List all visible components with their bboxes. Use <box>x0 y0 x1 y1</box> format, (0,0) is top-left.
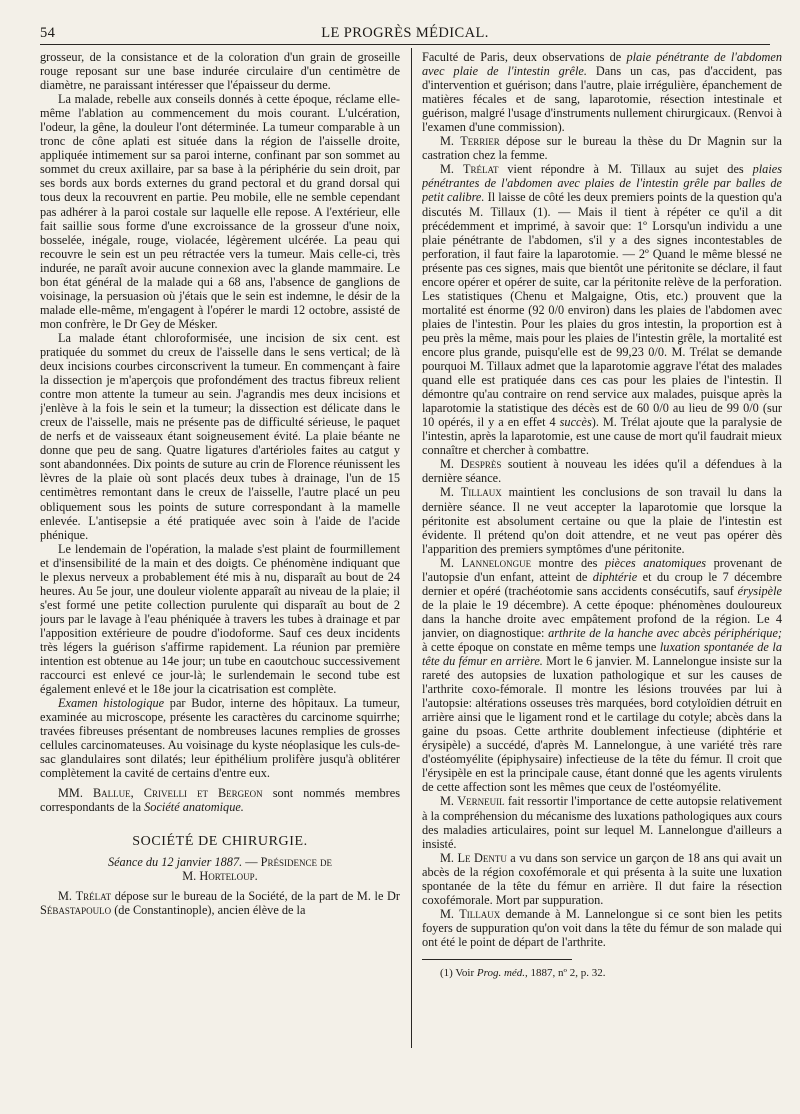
italic-run: Prog. méd. <box>476 967 526 979</box>
speaker-name: Verneuil <box>457 794 505 809</box>
session-date: Séance du 12 janvier 1887. <box>107 854 243 869</box>
text-run: a vu dans son service un garçon de 18 ans qui avait un abcès de la région coxofémorale et qui présenta à la suite une luxation spontanée de la tête du fémur en arrière. Il dut faire la résection coxofémorale. Mort par suppuration. <box>422 850 782 907</box>
text-run: provenant de l'autopsie d'un enfant, atteint de <box>422 555 782 584</box>
speaker-name: Desprès <box>460 457 502 472</box>
text-run: ). M. Trélat ajoute que la paralysie de l'intestin, après la laparotomie, est une cause de mort qu'il faudrait mieux connaître et chercher à combattre. <box>422 415 782 458</box>
text-run: vient répondre à M. Tillaux au sujet des <box>498 162 753 177</box>
speaker-name: Tillaux <box>459 906 501 921</box>
italic-heading: Examen histologique <box>58 696 165 711</box>
text-run: M. <box>440 485 461 500</box>
paragraph <box>422 556 782 795</box>
text-run: M. <box>440 850 458 865</box>
text-run: Il laisse de côté les deux premiers points de la question qu'a discutés M. Tillaux (1). — Mais il tient à répéter ce qu'il a dit précédemment et imprimé, à savoir que: 1º Lorsqu'un individu a une plaie pénétrante de l'abdomen, s'il y a des signes incontestables de perforation, il faut faire la laparotomie. — 2º Quand le même blessé ne présente pas ces signes, mais que bientôt une péritonite se déclare, il faut encore opérer et opérer de suite, car la péritonite relève de la perforation. Les statistiques (Chenu et Malgaigne, Otis, etc.) prouvent que la mortalité est énorme (92 0/0 environ) dans les plaies de l'abdomen avec plaies de l'intestin. Pour les plaies du gros intestin, la proportion est à peu près la même, mais pour les plaies de l'intestin grêle, la mortalité est encore plus grande, puisqu'elle est de 99,23 0/0. M. Trélat se demande pourquoi M. Tillaux admet que la laparotomie aggrave l'état des malades quand elle est pratiquée dans ces cas pour les plaies de l'intestin. Il démontre qu'au contraire on rend service aux malades, puisque après la laparotomie la statistique des décès est de 60 0/0 au lieu de 99 0/0 (sur 10 opérés, il y a en effet 4 <box>422 190 782 430</box>
paragraph: La malade, rebelle aux conseils donnés à cette époque, réclame elle-même l'ablation au commencement du mois courant. L'ulcération, l'odeur, la gêne, la douleur l'ont déterminée. La tumeur comparable à un tronc de cône aplati est située dans la région de l'aisselle droite, appliquée intimement sur sa paroi interne, confinant par son sommet au sommet du creux axillaire, par sa base à la périphérie du sein droit, par ses bords aux bords externes du grand pectoral et du grand dorsal qui tous deux la recouvrent en partie. Peu mobile, elle ne semble cependant pas adhérer à la paroi costale sur laquelle elle repose. A l'extérieur, elle fait saillie sous forme d'une excroissance de la grosseur d'une noix, bosselée, inégale, rouge, violacée, légèrement ulcérée. La peau qui recouvre le sein est un peu rétractée vers la tumeur. Mais celle-ci, très indurée, ne paraît avoir aucune connexion avec la glande mammaire. Le bon état général de la malade qui a 68 ans, l'absence de ganglions de voisinage, la persuasion où j'étais que le sein est indemne, le désir de la malade elle-même, m'engagent à l'opérer le mardi 12 octobre, assisté de mon confrère, le Dr Gey de Mésker. <box>40 92 400 331</box>
footnote <box>422 966 782 980</box>
text-run: M. <box>440 555 462 570</box>
text-run: Faculté de Paris, deux observations de <box>422 50 627 64</box>
paragraph: Le lendemain de l'opération, la malade s'est plaint de fourmillement et d'insensibilité de la main et des doigts. Ce phénomène indiquant que le plexus nerveux a probablement été mis à nu, disparaît au bout de 24 heures. Au 5e jour, une douleur violente apparaît au niveau de la plaie; il s'est formé une petite collection purulente qui disparaît au bout de 2 jours par le lavage à l'eau phéniquée à travers les tubes à drainage et par l'apposition extérieure de poudre d'iodoforme. Sauf ces deux incidents très légers la guérison s'affirme rapidement. La réunion par première intention est obtenue au 14e jour; un tube en caoutchouc successivement raccourci est enlevé ce jour-là; le surlendemain le second tube est également enlevé et le 18e jour la cicatrisation est complète. <box>40 541 400 697</box>
session-president: M. Horteloup. <box>182 868 258 883</box>
presidency-label: Présidence de <box>260 854 333 869</box>
speaker-name: Terrier <box>460 134 500 149</box>
text-run: dépose sur le bureau de la Société, de la part de M. le Dr <box>111 888 400 903</box>
text-run: M. <box>440 134 461 149</box>
paragraph <box>422 794 782 850</box>
footnote-rule <box>422 959 572 960</box>
paragraph <box>422 457 782 485</box>
speaker-name: Lannelongue <box>461 555 532 570</box>
speaker-name: Tillaux <box>460 485 502 500</box>
text-run: et du croup le 7 décembre dernier et opéré (trachéotomie sans accidents consécutifs, sauf <box>422 569 782 598</box>
paragraph <box>422 134 782 162</box>
speaker-name: Le Dentu <box>457 850 507 865</box>
paragraph <box>40 889 400 917</box>
member-names: Ballue, Crivelli et Bergeon <box>92 786 263 801</box>
paragraph <box>422 162 782 457</box>
paragraph <box>422 50 782 134</box>
column-divider <box>411 48 412 1048</box>
text-run: M. <box>58 888 76 903</box>
text-run: M. <box>440 457 461 472</box>
text-run: — <box>242 854 261 869</box>
text-run: Mort le 6 janvier. M. Lannelongue insiste sur la rareté des autopsies de luxation pathologique et sur les causes de l'arthrite coxo-fémorale. Il montre les lésions trouvées par lui à l'autopsie: altérations osseuses très marquées, bord cotyloïdien détruit en arrière ainsi que le ligament rond et le cartilage du cotyle; abcès dans la gaine du psoas. Cette arthrite doublement infectieuse (diphtérie et érysipèle) a succédé, d'après M. Lannelongue, à une variété très rare d'ostéomyélite (épiphysaire) infectieuse de la tête du fémur. Il croit que l'érysipèle en est la principale cause, étant donné que les agents virulents de cette affection sont les mêmes que ceux de l'ostéomyélite. <box>422 654 782 795</box>
text-run: (1) Voir <box>440 967 477 979</box>
italic-run: arthrite de la hanche avec abcès périphérique; <box>548 625 782 640</box>
text-run: dépose sur le bureau la thèse du Dr Magnin sur la castration chez la femme. <box>422 134 782 163</box>
italic-run: érysipèle <box>737 583 782 598</box>
paragraph <box>40 696 400 780</box>
section-title: SOCIÉTÉ DE CHIRURGIE. <box>132 833 308 849</box>
text-run: sont nommés membres correspondants de la <box>40 786 400 815</box>
italic-run: luxation spontanée de la tête du fémur en arrière. <box>422 639 782 669</box>
text-run: Dans un cas, pas d'accident, pas d'intervention et guérison; dans l'autre, plaie irrégulière, épanchement de matières fécales et de sang, laparotomie, résection intestinale et guérison, malgré l'usage d'instruments nullement chirurgicaux. (Renvoi à l'examen d'une commission). <box>422 64 782 135</box>
text-run: M. <box>440 906 460 921</box>
society-name: Société anatomique. <box>144 800 244 815</box>
text-run: à cette époque on constate en même temps une <box>422 639 660 654</box>
paragraph: La malade étant chloroformisée, une incision de six cent. est pratiquée du sommet du creux de l'aisselle dans le sens vertical; de là deux incisions courbes circonscrivent la tumeur. En commençant à faire la dissection je m'aperçois que profondément des tractus fibreux relient contre mon attente la tumeur au sein. J'agrandis mes deux incisions et j'enlève à la fois le sein et la tumeur; la dissection est délicate dans le creux de l'aisselle, mais ne présente pas de difficulté sérieuse, le paquet de nerfs et de vaisseaux étant soigneusement évité. La plaie béante ne donne que peu de sang. Quatre ligatures d'artérioles faites au catgut y sont abandonnées. Dix points de suture au crin de Florence réunissent les lèvres de la plaie où sont placés deux tubes à drainage, l'un de 15 centimètres remontant dans le creux de l'aisselle, l'autre placé un peu obliquement sous les points de suture correspondant à la mamelle enlevée. L'antisepsie a été pratiquée avec soin à l'aide de l'acide phénique. <box>40 330 400 542</box>
paragraph <box>40 786 400 814</box>
text-run: de la plaie le 19 décembre). A cette époque: phénomènes douloureux dans la hanche droite avec empâtement profond de la région. Le 4 janvier, on diagnostique: <box>422 597 782 640</box>
text-run: par Budor, interne des hôpitaux. La tumeur, examinée au microscope, présente les caractères du carcinome squirrhe; travées fibreuses présentant de nombreuses lacunes remplies de grosses cellules carcinomateuses. Au voisinage du kyste néoplasique les culs-de-sac glandulaires sont dilatés; leur épithélium prolifère jusqu'à oblitérer complètement la cavité de certains d'entre eux. <box>40 696 400 781</box>
session-line <box>40 855 400 869</box>
paragraph <box>422 907 782 949</box>
page-header <box>40 22 770 44</box>
text-run: montre des <box>531 555 605 570</box>
paragraph <box>422 851 782 907</box>
text-run: fait ressortir l'importance de cette autopsie relativement à la compréhension du mécanisme des luxations pathologiques aux cours des maladies articulaires, point sur lequel M. Lannelongue d'ailleurs a insisté. <box>422 794 782 851</box>
speaker-name: Trélat <box>462 162 499 177</box>
paragraph: grosseur, de la consistance et de la coloration d'un grain de groseille rouge reposant sur une base indurée circulaire d'un centimètre de diamètre, ne paraissant intéresser que l'épaisseur du derme. <box>40 50 400 93</box>
text-run: M. <box>440 794 458 809</box>
header-rule <box>40 44 770 45</box>
text-run: M. <box>440 162 463 177</box>
speaker-name: Trélat <box>75 888 112 903</box>
page-number: 54 <box>40 25 56 41</box>
left-column <box>40 50 400 1070</box>
paragraph <box>422 485 782 555</box>
right-column <box>422 50 782 1080</box>
text-run: (de Constantinople), ancien élève de la <box>111 902 306 917</box>
italic-run: succès <box>559 415 592 430</box>
text-run: , 1887, nº 2, p. 32. <box>525 967 606 979</box>
speaker-name: Sébastapoulo <box>40 902 112 917</box>
text-run: MM. <box>58 786 93 801</box>
italic-run: plaie pénétrante de l'abdomen avec plaie de l'intestin grêle. <box>422 50 782 79</box>
text-run: maintient les conclusions de son travail lu dans la dernière séance. Il ne veut accepter la laparotomie que lorsque la péritonite est absolument certaine ou que la plaie de l'intestin est évidente. Il prétend qu'on doit attendre, et ne veut pas opérer dès l'apparition des premiers symptômes d'une péritonite. <box>422 485 782 556</box>
italic-run: diphtérie <box>592 569 638 584</box>
text-run: soutient à nouveau les idées qu'il a défendues à la dernière séance. <box>422 457 782 486</box>
journal-title: LE PROGRÈS MÉDICAL. <box>321 25 489 41</box>
text-run: demande à M. Lannelongue si ce sont bien les petits foyers de suppuration qu'on voit dans la tête du fémur de son malade qui ont été le point de départ de l'arthrite. <box>422 906 782 949</box>
italic-run: plaies pénétrantes de l'abdomen avec plaies de l'intestin grêle par balles de petit calibre. <box>422 162 782 205</box>
italic-run: pièces anatomiques <box>604 555 707 570</box>
